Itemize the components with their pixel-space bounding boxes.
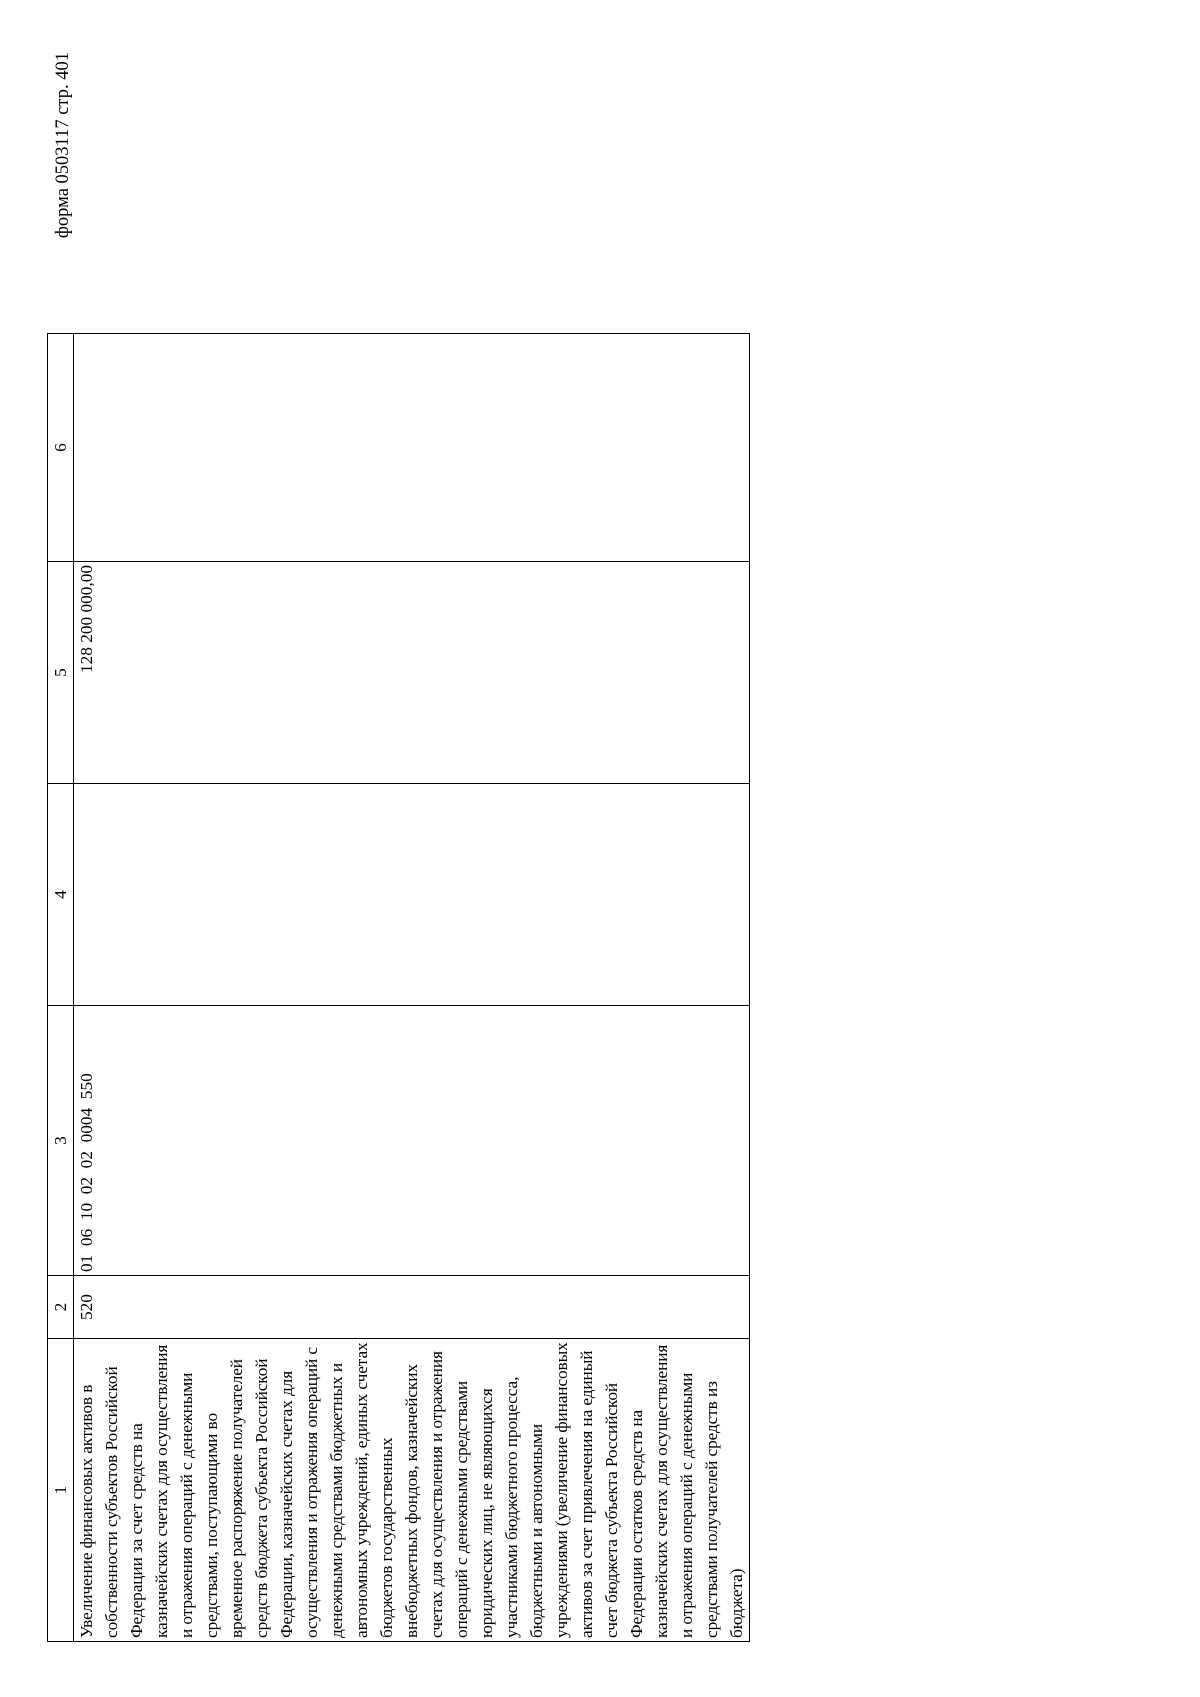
column-number-1: 1 bbox=[48, 1339, 74, 1642]
table-row bbox=[74, 334, 750, 1642]
column-number-5: 5 bbox=[48, 562, 74, 784]
column-6-cell bbox=[74, 334, 750, 562]
column-number-2: 2 bbox=[48, 1276, 74, 1339]
description-cell: Увеличение финансовых активов в собственности субъектов Российской Федерации за счет средств на казначейских счетах для осуществления и отражения операций с денежными средствами, поступающими во временное распоряжение получателей средств бюджета субъекта Российской Федерации, казначейских счетах для осуществления и отражения операций с денежными средствами бюджетных и автономных учреждений, единых счетах бюджетов государственных внебюджетных фондов, казначейских счетах для осуществления и отражения операций с денежными средствами юридических лиц, не являющихся участниками бюджетного процесса, бюджетными и автономными учреждениями (увеличение финансовых активов за счет привлечения на единый счет бюджета субъекта Российской Федерации остатков средств на казначейских счетах для осуществления и отражения операций с денежными средствами получателей средств из бюджета) bbox=[74, 1339, 750, 1642]
column-4-cell bbox=[74, 784, 750, 1006]
report-table bbox=[47, 333, 750, 1642]
form-label: форма 0503117 стр. 401 bbox=[53, 52, 73, 239]
column-number-6: 6 bbox=[48, 334, 74, 562]
amount-cell: 128 200 000,00 bbox=[74, 562, 750, 784]
column-number-4: 4 bbox=[48, 784, 74, 1006]
column-number-3: 3 bbox=[48, 1006, 74, 1276]
line-code-cell: 520 bbox=[74, 1276, 750, 1339]
column-number-row bbox=[48, 334, 74, 1642]
classification-code-cell: 01 06 10 02 02 0004 550 bbox=[74, 1006, 750, 1276]
